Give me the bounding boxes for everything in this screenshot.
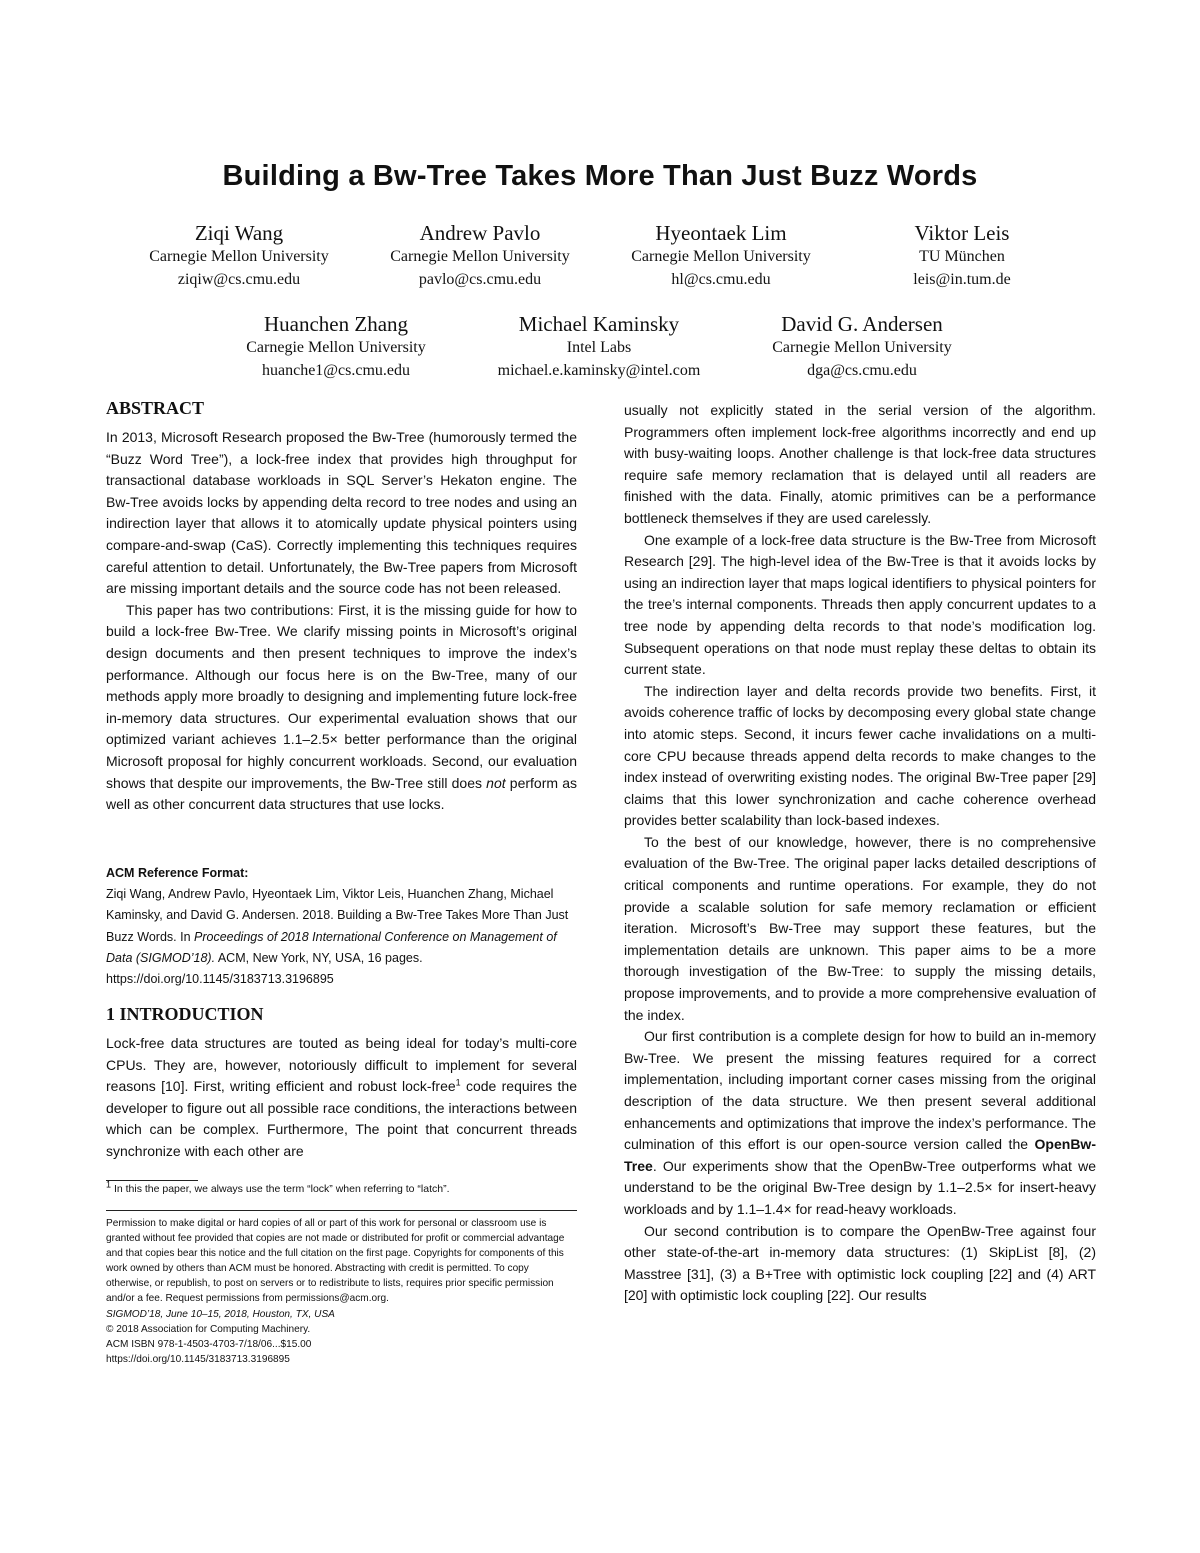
intro-paragraph: One example of a lock-free data structure is the Bw-Tree from Microsoft Research [29]. The high-level idea of the Bw-Tree is that it avoids locks by using an indirection layer that maps logical identifiers to physical pointers for the tree’s internal components. Threads then apply concurrent updates to a tree node by appending delta records to that node’s modification log. Subsequent operations on that node must replay these deltas to obtain its current state. (624, 531, 1096, 678)
text-run: ACM, New York, NY, USA, 16 pages. https://doi.org/10.1145/3183713.3196895 (106, 950, 423, 987)
author-block (459, 312, 739, 382)
abstract-paragraph (106, 600, 577, 816)
acm-reference-text (106, 884, 577, 990)
author-affiliation: Carnegie Mellon University (772, 339, 952, 356)
author-name: Viktor Leis (914, 221, 1010, 245)
author-block (340, 221, 620, 291)
text-run: Our first contribution is a complete design for how to build an in-memory Bw-Tree. We present the missing features required for a correct implementation, including important corner cases missing from the original description of the data structure. We then present several additional enhancements and optimizations that improve the index’s performance. The culmination of this effort is our open-source version called the (624, 1028, 1096, 1153)
author-block (99, 221, 379, 291)
author-affiliation: Carnegie Mellon University (390, 248, 570, 265)
paper-title: Building a Bw-Tree Takes More Than Just Buzz Words (222, 160, 978, 192)
text-run: This paper has two contributions: First, it is the missing guide for how to build a lock-free Bw-Tree. We clarify missing points in Microsoft’s original design documents and then present techniques to improve the index’s performance. Although our focus here is on the Bw-Tree, many of our methods apply more broadly to designing and implementing future lock-free in-memory data structures. Our experimental evaluation shows that our optimized variant achieves 1.1–2.5× better performance than the original Microsoft proposal for highly concurrent workloads. Second, our evaluation shows that despite our improvements, the Bw-Tree still does (106, 601, 577, 791)
footnote-mark: 1 (106, 1179, 112, 1190)
bold-text: OpenBw-Tree (624, 1136, 1096, 1174)
conference-line: SIGMOD’18, June 10–15, 2018, Houston, TX, USA (106, 1308, 335, 1320)
author-affiliation: Carnegie Mellon University (246, 339, 426, 356)
intro-right-body (624, 400, 1096, 1307)
intro-left-body (106, 1033, 577, 1163)
text-run: Lock-free data structures are touted as being ideal for today’s multi-core CPUs. They are, however, notoriously difficult to implement for several reasons [10]. First, writing efficient and robust lock-free (106, 1035, 577, 1095)
author-block (581, 221, 861, 291)
isbn-line: ACM ISBN 978-1-4503-4703-7/18/06...$15.00 (106, 1338, 312, 1350)
author-name: Huanchen Zhang (263, 312, 409, 336)
author-affiliation: Carnegie Mellon University (149, 248, 329, 265)
author-name: Hyeontaek Lim (655, 221, 787, 245)
author-email: ziqiw@cs.cmu.edu (177, 271, 301, 288)
author-email: leis@in.tum.de (913, 271, 1011, 288)
author-name: David G. Andersen (781, 312, 943, 336)
text-run: Ziqi Wang, Andrew Pavlo, Hyeontaek Lim, Viktor Leis, Huanchen Zhang, Michael Kaminsky, and David G. Andersen. 2018. Building a Bw-Tree Takes More Than Just Buzz Words. In (106, 887, 569, 944)
acm-reference-heading: ACM Reference Format: (106, 866, 249, 880)
intro-paragraph (106, 1033, 577, 1163)
author-name: Michael Kaminsky (518, 312, 680, 336)
author-block (822, 221, 1102, 291)
permission-rule (106, 1210, 577, 1211)
author-email: michael.e.kaminsky@intel.com (497, 362, 701, 379)
intro-paragraph: usually not explicitly stated in the serial version of the algorithm. Programmers often implement lock-free algorithms incorrectly and end up with busy-waiting loops. Another challenge is that lock-free data structures require safe memory reclamation that is delayed until all readers are finished with the data. Finally, atomic primitives can be a performance bottleneck themselves if they are used carelessly. (624, 402, 1096, 526)
section-heading: 1 INTRODUCTION (106, 1004, 264, 1024)
author-affiliation: TU München (919, 248, 1005, 265)
author-email: huanche1@cs.cmu.edu (261, 362, 410, 379)
copyright-line: © 2018 Association for Computing Machinery. (106, 1323, 311, 1335)
author-affiliation: Intel Labs (566, 339, 632, 356)
acm-reference (106, 862, 577, 990)
author-affiliation: Carnegie Mellon University (631, 248, 811, 265)
text-run: code requires the developer to figure out all possible race conditions, the interactions between which can be complex. Furthermore, The point that concurrent threads synchronize with each other are (106, 1078, 577, 1159)
author-email: pavlo@cs.cmu.edu (418, 271, 542, 288)
author-block (722, 312, 1002, 382)
footnote-text (106, 1179, 450, 1195)
footnote-rule (106, 1180, 198, 1181)
permission-text: Permission to make digital or hard copies of all or part of this work for personal or classroom use is granted without fee provided that copies are not made or distributed for profit or commercial advantage and that copies bear this notice and the full citation on the first page. Copyrights for components of this work owned by others than ACM must be honored. Abstracting with credit is permitted. To copy otherwise, or republish, to post on servers or to redistribute to lists, requires prior specific permission and/or a fee. Request permissions from permissions@acm.org. (106, 1218, 565, 1305)
text-run: perform as well as other concurrent data structures that use locks. (106, 774, 577, 813)
intro-paragraph: The indirection layer and delta records provide two benefits. First, it avoids coherence traffic of locks by decomposing every global state change into atomic steps. Second, it incurs fewer cache invalidations on a multi-core CPU because threads append delta records to make changes to the index instead of overwriting existing nodes. The original Bw-Tree paper [29] claims that this lower synchronization and cache coherence overhead provides better scalability than lock-based indexes. (624, 682, 1096, 829)
abstract-paragraph: In 2013, Microsoft Research proposed the Bw-Tree (humorously termed the “Buzz Word Tree”), a lock-free index that provides high throughput for transactional database workloads in SQL Server’s Hekaton engine. The Bw-Tree avoids locks by appending delta record to tree nodes and using an indirection layer that allows it to atomically update physical pointers using compare-and-swap (CaS). Correctly implementing this techniques requires careful attention to detail. Unfortunately, the Bw-Tree papers from Microsoft are missing important details and the source code has not been released. (106, 429, 577, 597)
emphasis-text: Proceedings of 2018 International Conference on Management of Data (SIGMOD’18). (106, 929, 557, 965)
abstract-body (106, 427, 577, 816)
permission-block (106, 1210, 577, 1367)
author-email: hl@cs.cmu.edu (671, 271, 771, 288)
author-name: Andrew Pavlo (419, 221, 541, 245)
intro-paragraph: To the best of our knowledge, however, there is no comprehensive evaluation of the Bw-Tree. The original paper lacks detailed descriptions of critical components and runtime operations. For example, they do not provide a scalable solution for safe memory reclamation or efficient iteration. Microsoft’s Bw-Tree may support these features, but the implementation details are unknown. This paper aims to be a more thorough investigation of the Bw-Tree: to supply the missing details, propose improvements, and to provide a more comprehensive evaluation of the index. (624, 833, 1096, 1023)
intro-paragraph (624, 1026, 1096, 1220)
doi-link[interactable]: https://doi.org/10.1145/3183713.3196895 (106, 1353, 290, 1365)
author-name: Ziqi Wang (194, 221, 284, 245)
author-email: dga@cs.cmu.edu (807, 362, 917, 379)
text-run: In this the paper, we always use the term “lock” when referring to “latch”. (113, 1183, 450, 1195)
abstract-heading: ABSTRACT (106, 398, 205, 418)
emphasis-text: not (486, 774, 506, 791)
author-block (196, 312, 476, 382)
footnote-marker: 1 (455, 1077, 461, 1088)
text-run: . Our experiments show that the OpenBw-Tree outperforms what we understand to be the original Bw-Tree design by 1.1–2.5× for insert-heavy workloads and by 1.1–1.4× for read-heavy workloads. (624, 1157, 1096, 1217)
intro-paragraph: Our second contribution is to compare the OpenBw-Tree against four other state-of-the-art in-memory data structures: (1) SkipList [8], (2) Masstree [31], (3) a B+Tree with optimistic lock coupling [22] and (4) ART [20] with optimistic lock coupling [22]. Our results (624, 1222, 1096, 1304)
